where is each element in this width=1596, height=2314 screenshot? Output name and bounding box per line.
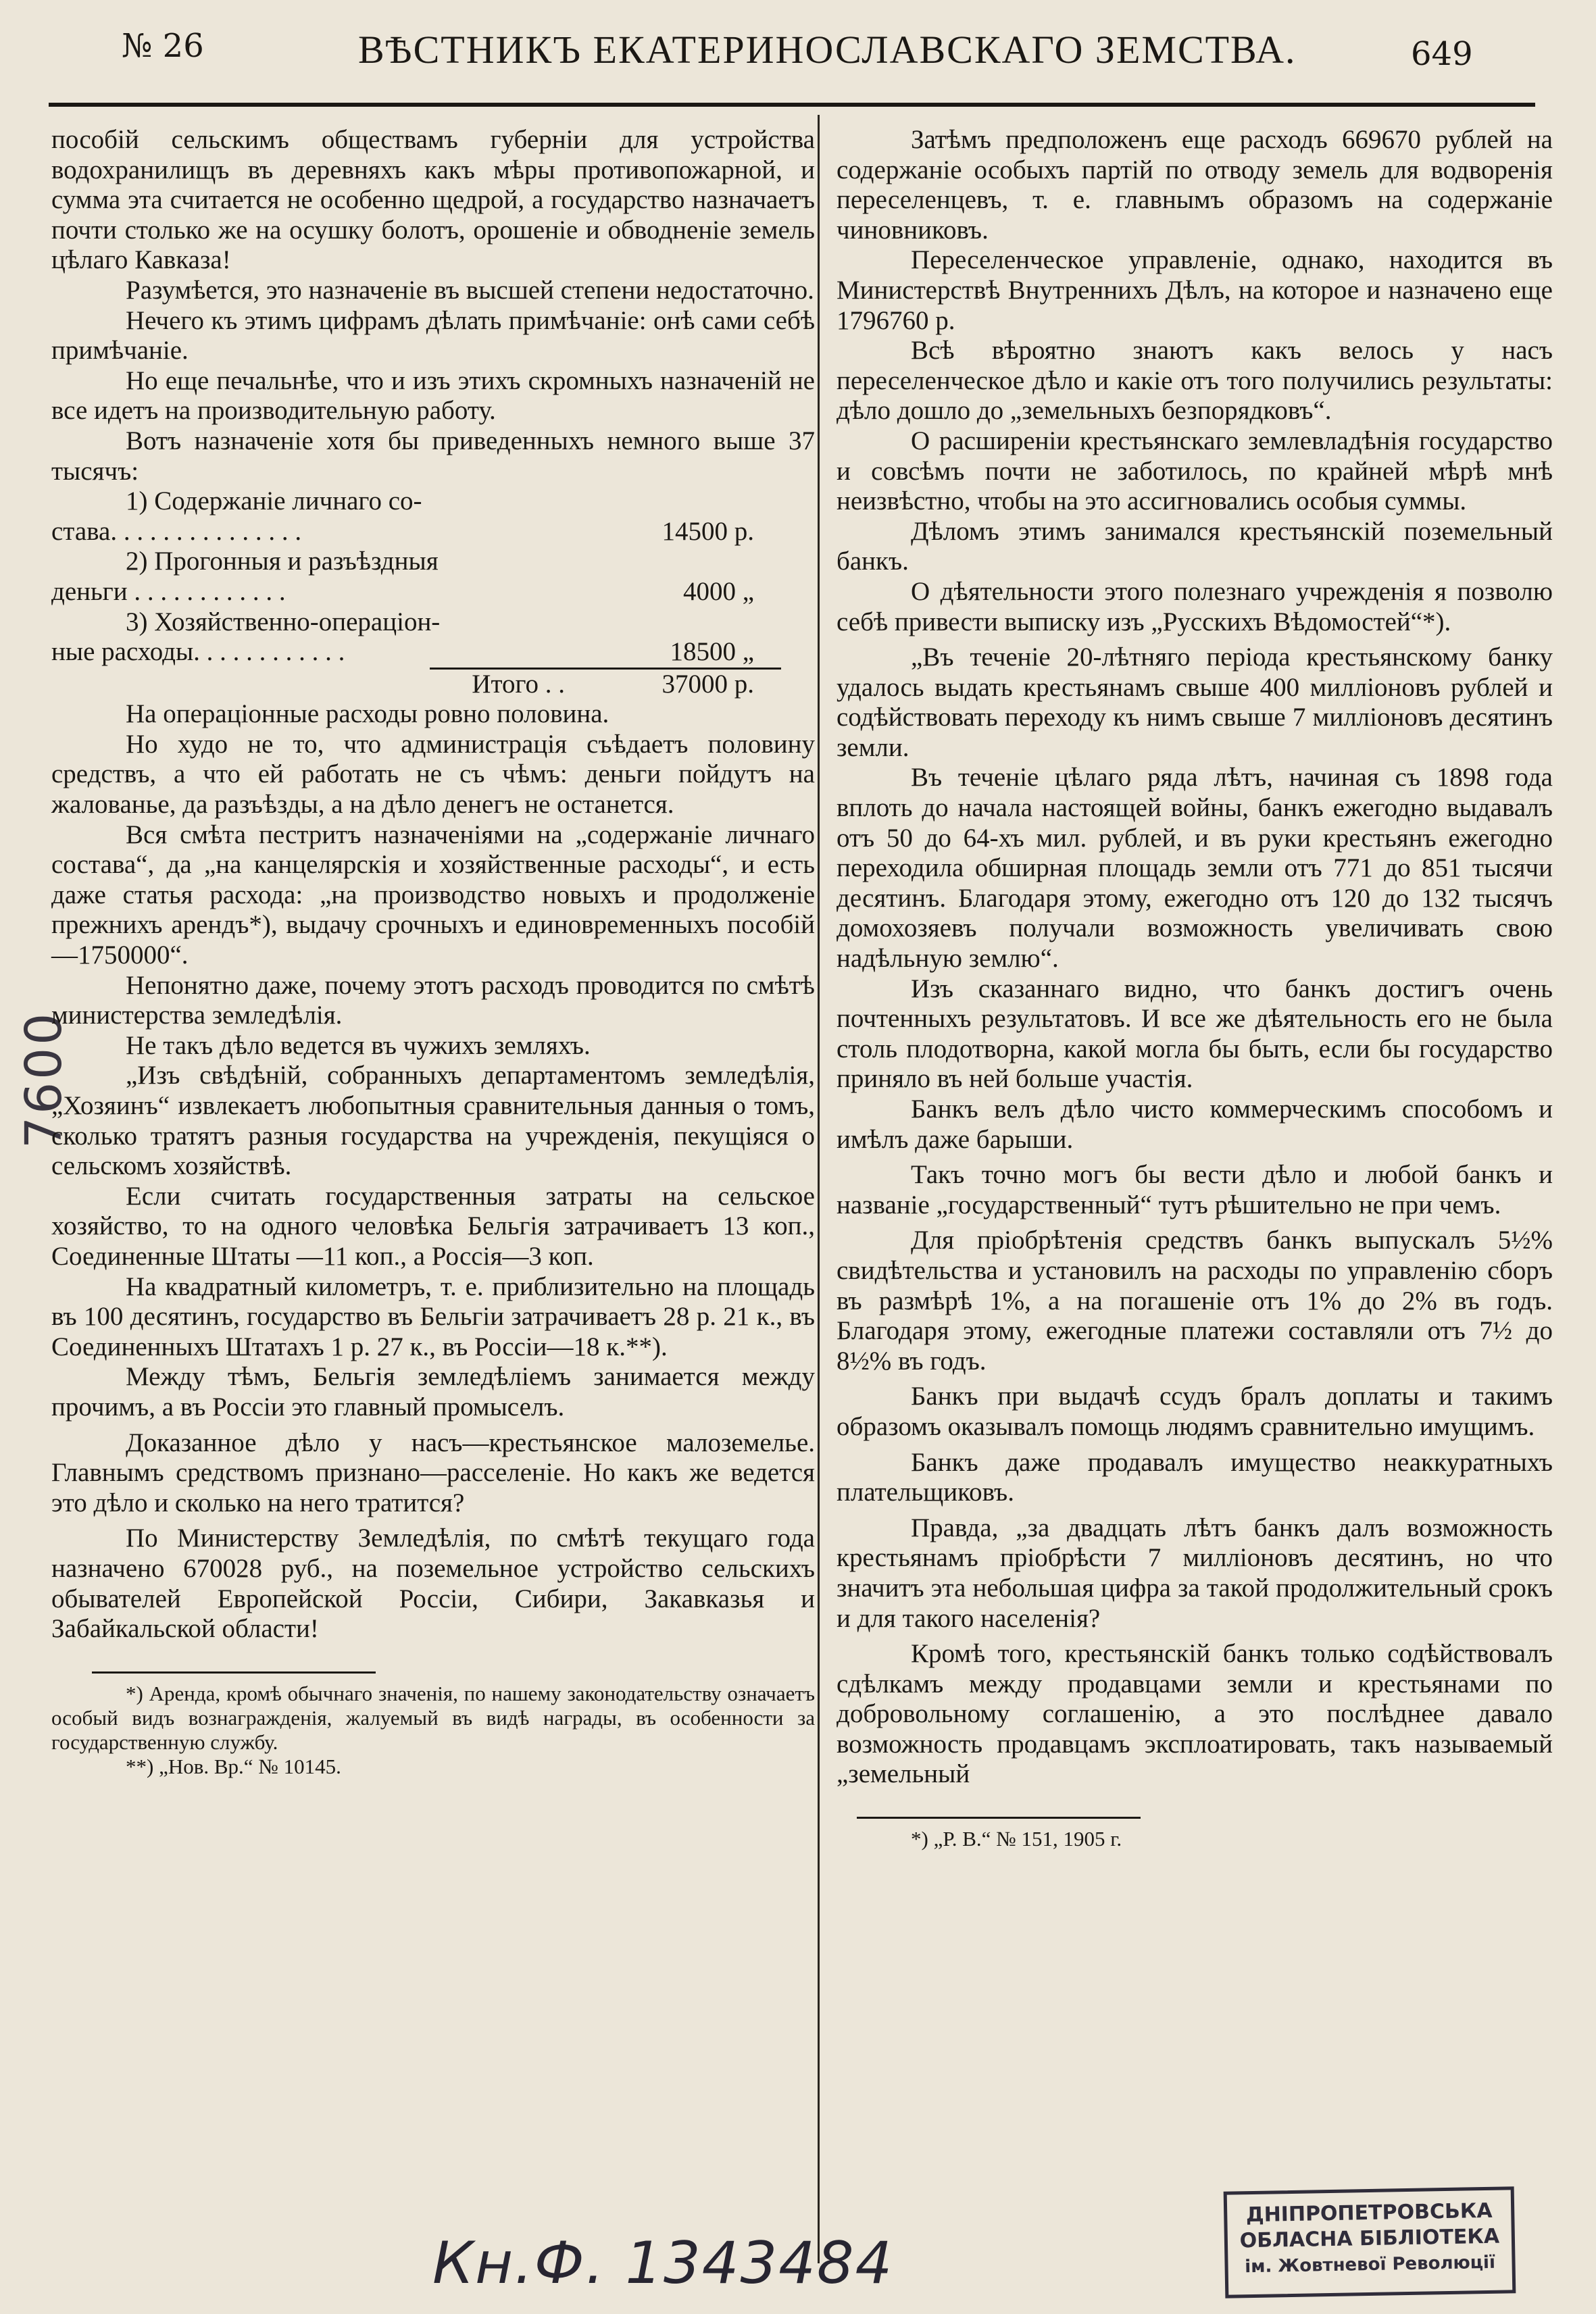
paragraph: Но еще печальнѣе, что и изъ этихъ скромныхъ назначеній не все идетъ на производительную работу. [51, 366, 815, 426]
paragraph: Переселенческое управленіе, однако, находится въ Министерствѣ Внутреннихъ Дѣлъ, на которое и назначено еще 1796760 р. [837, 245, 1553, 335]
paragraph: Банкъ велъ дѣло чисто коммерческимъ способомъ и имѣлъ даже барыши. [837, 1095, 1553, 1154]
expense-label: деньги . . . . . . . . . . . . [51, 576, 286, 606]
paragraph: Вотъ назначеніе хотя бы приведенныхъ немного выше 37 тысячъ: [51, 426, 815, 486]
paragraph: Но худо не то, что администрація съѣдаетъ половину средствъ, а что ей работать не съ чѣмъ: деньги пойдутъ на жалованье, да разъѣзды, а на дѣло денегъ не останется. [51, 729, 815, 820]
expense-label: ные расходы. . . . . . . . . . . . [51, 637, 345, 667]
footnote: *) „Р. В.“ № 151, 1905 г. [911, 1827, 1122, 1851]
expense-row [51, 637, 815, 668]
paragraph: Не такъ дѣло ведется въ чужихъ земляхъ. [126, 1030, 591, 1060]
library-stamp-line: ДНІПРОПЕТРОВСЬКА [1245, 2198, 1493, 2228]
journal-title: ВѢСТНИКЪ ЕКАТЕРИНОСЛАВСКАГО ЗЕМСТВА. [358, 28, 1297, 72]
paragraph: По Министерству Земледѣлія, по смѣтѣ текущаго года назначено 670028 руб., на поземельное устройство сельскихъ обывателей Европейской Россіи, Сибири, Закавказья и Забайкальской области! [51, 1524, 815, 1644]
paragraph: На квадратный километръ, т. е. приблизительно на площадь въ 100 десятинъ, государство въ Бельгіи затрачиваетъ 28 р. 21 к., въ Соединенныхъ Штатахъ 1 р. 27 к., въ Россіи—18 к.**). [51, 1272, 815, 1361]
expense-amount: 4000 „ [682, 576, 754, 606]
paragraph: Кромѣ того, крестьянскій банкъ только содѣйствовалъ сдѣлкамъ между продавцами земли и крестьянами по добровольному соглашенію, а это послѣднее давало возможность продавцамъ эксплоатировать, такъ называемый „земельный [837, 1639, 1553, 1789]
expense-amount: 14500 р. [662, 516, 754, 546]
issue-number: № 26 [122, 27, 204, 65]
footnote: *) Аренда, кромѣ обычнаго значенія, по нашему законодательству означаетъ особый видъ вознагражденія, жалуемый въ видѣ награды, въ особенности за государственную службу. [51, 1681, 815, 1754]
page-number: 649 [1411, 35, 1473, 73]
paragraph: Изъ сказаннаго видно, что банкъ достигъ очень почтенныхъ результатовъ. И все же дѣятельность его не была столь плодотворна, какой могла бы быть, если бы государство приняло въ ней больше участія. [837, 974, 1553, 1094]
paragraph: „Изъ свѣдѣній, собранныхъ департаментомъ земледѣлія, „Хозяинъ“ извлекаетъ любопытныя сравнительныя данныя о томъ, сколько тратятъ разныя государства на учрежденія, пекущіяся о сельскомъ хозяйствѣ. [51, 1061, 815, 1181]
column-divider [818, 115, 820, 2263]
library-stamp [1224, 2186, 1516, 2298]
paragraph: пособій сельскимъ обществамъ губерніи для устройства водохранилищъ въ деревняхъ какъ мѣры противопожарной, и сумма эта считается не особенно щедрой, а государство назначаетъ почти столько же на осушку болотъ, орошеніе и обводненіе земель цѣлаго Кавказа! [51, 125, 815, 275]
footnote: **) „Нов. Вр.“ № 10145. [126, 1754, 341, 1778]
expense-row [51, 486, 815, 517]
side-ink-mark: 7600 [15, 1010, 73, 1149]
paragraph: О расширеніи крестьянскаго землевладѣнія государство и совсѣмъ почти не заботилось, по крайней мѣрѣ мнѣ неизвѣстно, чтобы на это ассигновались особыя суммы. [837, 426, 1553, 516]
total-amount: 37000 р. [662, 669, 754, 699]
library-stamp-line: ім. Жовтневої Революції [1245, 2252, 1496, 2278]
paragraph: Вся смѣта пестритъ назначеніями на „содержаніе личнаго состава“, да „на канцелярскія и хозяйственные расходы“, и есть даже статья расхода: „на производство новыхъ и продолженіе прежнихъ арендъ*), выдачу срочныхъ и единовременныхъ пособій—1750000“. [51, 820, 815, 970]
paragraph: На операціонные расходы ровно половина. [126, 699, 609, 729]
paragraph: Разумѣется, это назначеніе въ высшей степени недостаточно. [126, 275, 814, 305]
paragraph: Банкъ при выдачѣ ссудъ бралъ доплаты и такимъ образомъ оказывалъ помощь людямъ сравнительно имущимъ. [837, 1382, 1553, 1441]
expense-row [51, 577, 815, 607]
paragraph: Нечего къ этимъ цифрамъ дѣлать примѣчаніе: онѣ сами себѣ примѣчаніе. [51, 305, 815, 366]
expense-label: 1) Содержаніе личнаго со- [126, 486, 422, 516]
right-column [837, 125, 1553, 1851]
left-column [51, 125, 815, 1779]
expense-table [51, 486, 815, 699]
header-rule [49, 103, 1535, 107]
total-row [51, 670, 815, 700]
paragraph: Въ теченіе цѣлаго ряда лѣтъ, начиная съ 1898 года вплоть до начала настоящей войны, банкъ ежегодно выдавалъ отъ 50 до 64-хъ мил. рублей, и въ руки крестьянъ ежегодно переходила обширная площадь земли отъ 771 до 851 тысячи десятинъ. Благодаря этому, ежегодно отъ 120 до 132 тысячъ домохозяевъ получали возможность увеличивать свою надѣльную землю“. [837, 763, 1553, 974]
paragraph: Правда, „за двадцать лѣтъ банкъ далъ возможность крестьянамъ пріобрѣсти 7 милліоновъ десятинъ, но что значитъ эта небольшая цифра за такой продолжительный срокъ и для такого населенія? [837, 1513, 1553, 1633]
paragraph: Затѣмъ предположенъ еще расходъ 669670 рублей на содержаніе особыхъ партій по отводу земель для водворенія переселенцевъ, т. е. главнымъ образомъ на содержаніе чиновниковъ. [837, 125, 1553, 245]
expense-row [51, 607, 815, 638]
expense-amount: 18500 „ [670, 637, 754, 667]
expense-label: става. . . . . . . . . . . . . . . [51, 516, 302, 546]
expense-row [51, 547, 815, 577]
paragraph: Всѣ вѣроятно знаютъ какъ велось у насъ переселенческое дѣло и какіе отъ того получились результаты: дѣло дошло до „земельныхъ безпорядковъ“. [837, 336, 1553, 426]
paragraph: Между тѣмъ, Бельгія земледѣліемъ занимается между прочимъ, а въ Россіи это главный промыселъ. [51, 1362, 815, 1422]
total-label: Итого . . [472, 669, 565, 699]
paragraph: Непонятно даже, почему этотъ расходъ проводится по смѣтѣ министерства земледѣлія. [51, 970, 815, 1030]
expense-row [51, 517, 815, 547]
footnote-rule [92, 1671, 376, 1674]
paragraph: Для пріобрѣтенія средствъ банкъ выпускалъ 5½% свидѣтельства и установилъ на расходы по управленію сборъ въ размѣрѣ 1%, а на погашеніе отъ 1% до 2% въ годъ. Благодаря этому, ежегодные платежи составляли отъ 7½ до 8½% въ годъ. [837, 1226, 1553, 1376]
paragraph: „Въ теченіе 20-лѣтняго періода крестьянскому банку удалось выдать крестьянамъ свыше 400 милліоновъ рублей и содѣйствовать переходу къ нимъ свыше 7 милліоновъ десятинъ земли. [837, 643, 1553, 762]
expense-label: 3) Хозяйственно-операціон- [126, 607, 441, 636]
handwritten-inventory-number: Кн.Ф. 1343484 [432, 2230, 894, 2297]
paragraph: Такъ точно могъ бы вести дѣло и любой банкъ и названіе „государственный“ тутъ рѣшительно не при чемъ. [837, 1160, 1553, 1219]
paragraph: О дѣятельности этого полезнаго учрежденія я позволю себѣ привести выписку изъ „Русскихъ Вѣдомостей“*). [837, 576, 1553, 636]
paragraph: Дѣломъ этимъ занимался крестьянскій поземельный банкъ. [837, 516, 1553, 576]
paragraph: Доказанное дѣло у насъ—крестьянское малоземелье. Главнымъ средствомъ признано—расселеніе. Но какъ же ведется это дѣло и сколько на него тратится? [51, 1428, 815, 1517]
library-stamp-line: ОБЛАСНА БІБЛІОТЕКА [1239, 2224, 1500, 2253]
paragraph: Банкъ даже продавалъ имущество неаккуратныхъ плательщиковъ. [837, 1447, 1553, 1507]
expense-label: 2) Прогонныя и разъѣздныя [126, 547, 439, 576]
footnote-rule [857, 1817, 1141, 1819]
paragraph: Если считать государственныя затраты на сельское хозяйство, то на одного человѣка Бельгія затрачиваетъ 13 коп., Соединенные Штаты —11 коп., а Россія—3 коп. [51, 1181, 815, 1271]
